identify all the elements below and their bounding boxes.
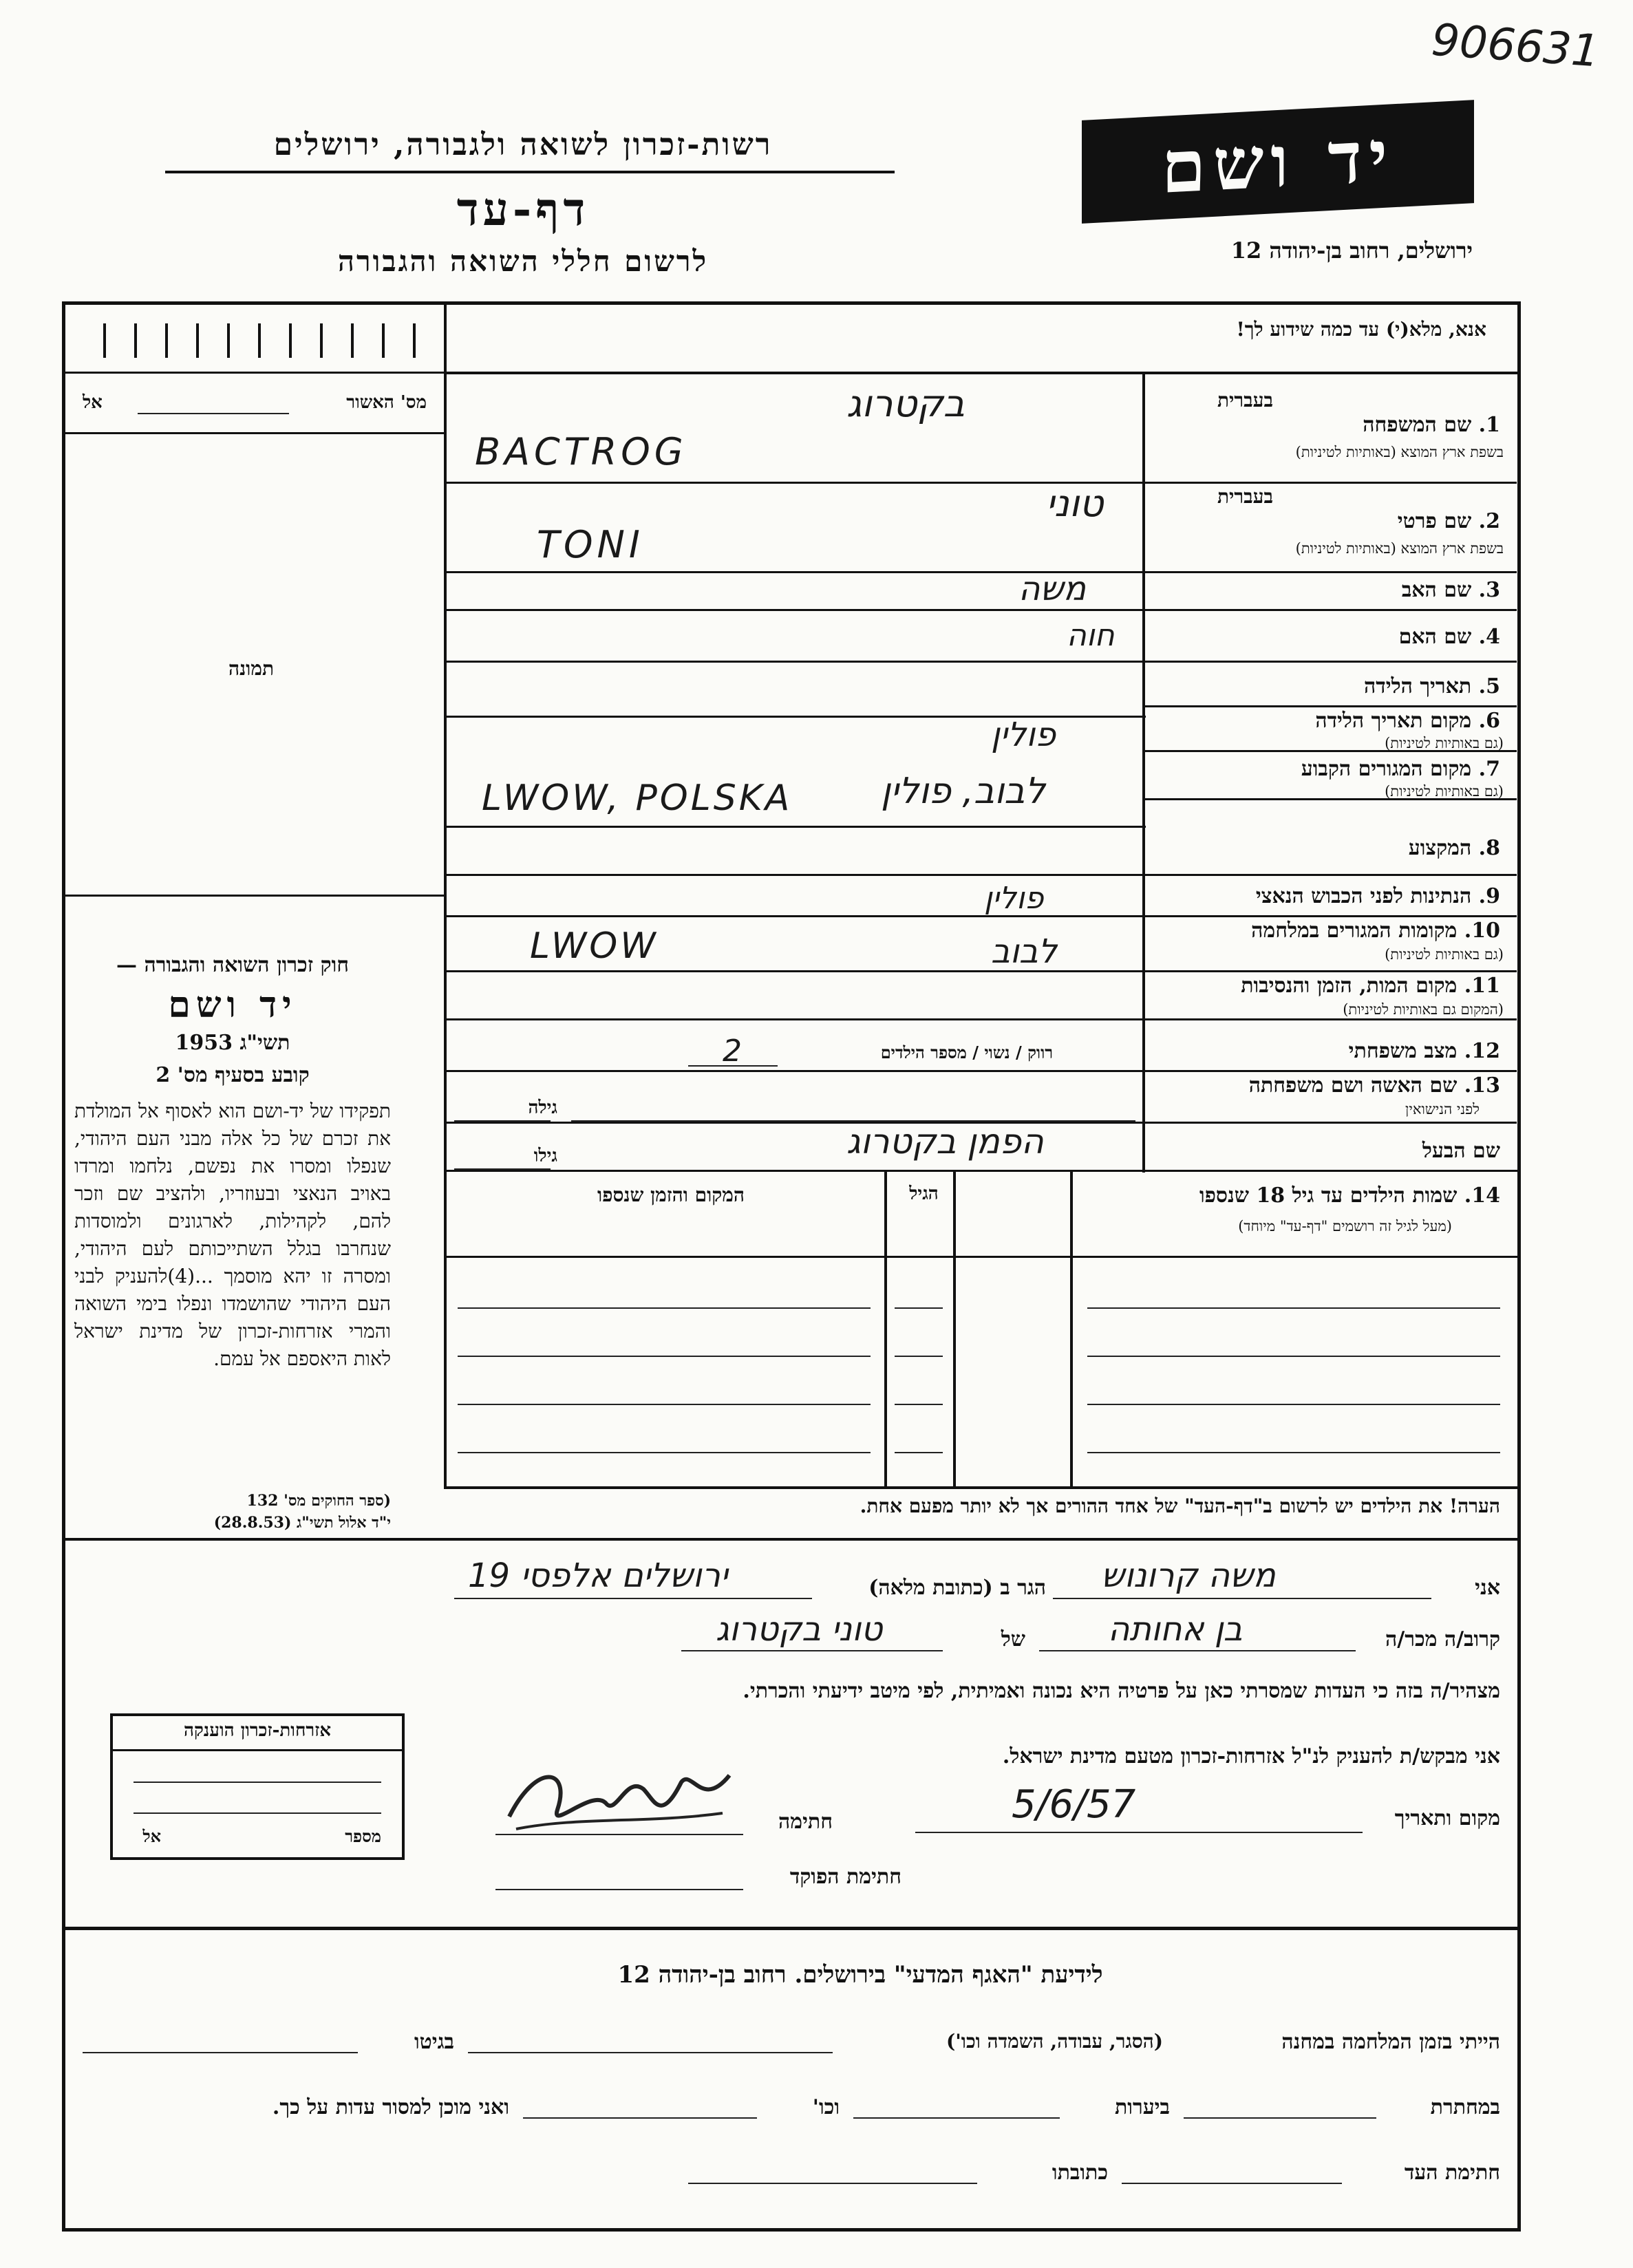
bottom-title: לידיעת "האגף המדעי" בירושלים. רחוב בן-יהודה 12	[617, 1961, 1103, 1989]
decl-of-label: של	[1001, 1627, 1025, 1651]
field-1-label: 1. שם המשפחה	[1363, 413, 1500, 437]
cert-box-title: אזרחות-זכרון הוענקה	[183, 1720, 332, 1741]
signature-mark[interactable]	[495, 1748, 743, 1844]
child-row-2-name[interactable]	[1087, 1356, 1500, 1357]
child-row-2-age[interactable]	[895, 1356, 943, 1357]
bottom-line1-a: הייתי בזמן המלחמה במחנה	[1281, 2030, 1500, 2054]
child-row-2-place[interactable]	[458, 1356, 871, 1357]
field-6-value[interactable]: פולין	[991, 716, 1056, 754]
decl-request: אני מבקש/ת להעניק לנ"ל אזרחות-זכרון מטעם מדינת ישראל.	[1002, 1744, 1500, 1768]
authority-underline	[165, 171, 895, 173]
field-2-tag: בעברית	[1217, 485, 1273, 508]
decl-address-value[interactable]: ירושלים אלפסי 19	[468, 1556, 728, 1595]
form-title: דף-עד	[456, 182, 590, 236]
approval-prefix: אל	[83, 392, 103, 413]
field-13-age-label: גילה	[528, 1098, 557, 1118]
field-7-value-lat[interactable]: LWOW, POLSKA	[482, 778, 793, 819]
note-top: אנא, מלא(י) עד כמה שידוע לך!	[1236, 318, 1486, 341]
child-row-3-place[interactable]	[458, 1404, 871, 1405]
field-2-sub: בשפת ארץ המוצא (באותיות לטיניות)	[1295, 540, 1504, 557]
bottom-line3-a: חתימת העד	[1404, 2161, 1500, 2185]
law-year-row	[74, 1031, 391, 1055]
field-10-sub: (גם באותיות לטיניות)	[1385, 946, 1504, 963]
decl-relation-value[interactable]: בן אחותה	[1108, 1610, 1243, 1649]
cert-box-number-label: מספר	[345, 1826, 381, 1846]
field-1-sub: בשפת ארץ המוצא (באותיות לטיניות)	[1295, 444, 1504, 460]
husband-age-label: גילו	[533, 1146, 557, 1166]
decl-officer-label: חתימת הפוקד	[789, 1865, 901, 1889]
field-2-label: 2. שם פרטי	[1397, 509, 1500, 533]
form-subtitle: לרשום חללי השואה והגבורה	[337, 244, 709, 278]
field-1-tag: בעברית	[1217, 389, 1273, 411]
field-6-label: 6. מקום תאריך הלידה	[1315, 709, 1500, 733]
field-3-label: 3. שם האב	[1401, 578, 1500, 602]
field-12-options: רווק / נשוי / מספר הילדים	[880, 1042, 1053, 1062]
authority-title: רשות-זכרון לשואה ולגבורה, ירושלים	[273, 127, 773, 162]
law-text: תפקידו של יד-ושם הוא לאסוף אל המולדת את זכרם של כל אלה מבני העם היהודי, שנפלו ומסרו את נפשם, נלחמו ומרדו באויב הנאצי ובעוזריו, ולהציב שם וזכר להם, לקהילות, לארגונים ולמוסדות שנחרבו בגלל השתייכותם לעם היהודי, ומסרה זו יהא מוסמך ...(4)להעניק לבני העם היהודי שהושמדו ונפלו בימי השואה והמרי אזרחות-זכרון של מדינת ישראל לאות היאספם אל עמם.	[74, 1100, 392, 1370]
cert-box-prefix: אל	[142, 1826, 161, 1846]
law-ref: (ספר החוקים מס' 132	[246, 1492, 391, 1510]
decl-relation-label: קרוב/ה מכר/ה	[1385, 1627, 1500, 1651]
field-10-label: 10. מקומות המגורים במלחמה	[1251, 919, 1500, 943]
children-age-header: הגיל	[909, 1184, 939, 1204]
children-place-header: המקום והזמן שנספו	[597, 1184, 745, 1206]
law-clause: קובע בסעיף מס' 2	[156, 1063, 310, 1087]
children-header-sub: (מעל לגיל זה רושמים "דף-עד" מיוחד)	[1238, 1218, 1452, 1234]
field-5-label: 5. תאריך הלידה	[1364, 674, 1500, 698]
bottom-line2-c: וכו'	[812, 2095, 840, 2119]
field-13-sub: לפני הנישואין	[1405, 1101, 1480, 1117]
child-row-3-name[interactable]	[1087, 1404, 1500, 1405]
field-12-value[interactable]: 2	[723, 1034, 742, 1069]
decl-signature-label: חתימה	[778, 1810, 833, 1834]
field-12-label: 12. מצב משפחתי	[1348, 1039, 1500, 1063]
field-11-label: 11. מקום המות, הזמן והנסיבות	[1241, 974, 1500, 998]
field-9-value[interactable]: פולין	[984, 881, 1044, 916]
logo-text: יד ושם	[1161, 113, 1395, 210]
decl-resides-label: הגר ב (כתובת מלאה)	[868, 1576, 1046, 1600]
field-13-label: 13. שם האשה ושם משפחתה	[1248, 1073, 1500, 1098]
field-2-value-he[interactable]: טוני	[1046, 482, 1104, 525]
archive-number: 906631	[1429, 14, 1601, 78]
field-13-age-line[interactable]	[454, 1120, 551, 1122]
yad-vashem-logo	[1082, 100, 1474, 224]
field-7-value-he[interactable]: לבוב, פולין	[881, 771, 1045, 812]
field-10-value-lat[interactable]: LWOW	[530, 926, 659, 967]
child-row-4-age[interactable]	[895, 1452, 943, 1453]
field-11-sub: (המקום גם באותיות לטיניות)	[1343, 1001, 1504, 1018]
child-row-4-place[interactable]	[458, 1452, 871, 1453]
bottom-line1-c: בגיטו	[414, 2030, 454, 2054]
field-3-value[interactable]: משה	[1018, 570, 1086, 608]
child-row-4-name[interactable]	[1087, 1452, 1500, 1453]
certificate-box	[110, 1713, 405, 1860]
children-header: 14. שמות הילדים עד גיל 18 שנספו	[1199, 1184, 1500, 1208]
law-year-he: תשי"ג	[239, 1031, 290, 1055]
law-name: יד ושם	[168, 984, 297, 1026]
decl-of-value[interactable]: טוני בקטרוג	[716, 1610, 883, 1649]
bottom-line2-b: ביערות	[1114, 2095, 1170, 2119]
decl-statement: מצהיר/ה בזה כי העדות שמסרתי כאן על פרטיה היא נכונה ואמיתית, לפי מיטב ידיעתי והכרתי.	[743, 1679, 1500, 1703]
law-ref-date: י"ד אלול תשי"ג (28.8.53)	[213, 1514, 391, 1532]
bottom-line1-b: (הסגר, עבודה, השמדה וכו')	[946, 2030, 1163, 2053]
approval-field[interactable]	[138, 413, 289, 414]
bottom-line2-d: ואני מוכן למסור עדות על כך.	[272, 2095, 509, 2119]
label-column-divider	[1142, 374, 1145, 1173]
field-7-sub: (גם באותיות לטיניות)	[1385, 783, 1504, 800]
child-row-3-age[interactable]	[895, 1404, 943, 1405]
child-row-1-name[interactable]	[1087, 1307, 1500, 1309]
field-8-label: 8. המקצוע	[1408, 836, 1500, 860]
child-row-1-age[interactable]	[895, 1307, 943, 1309]
field-9-label: 9. הנתינות לפני הכבוש הנאצי	[1255, 884, 1500, 908]
header-address: ירושלים, רחוב בן-יהודה 12	[1230, 237, 1473, 264]
field-1-value-he[interactable]: בקטרוג	[846, 382, 965, 425]
decl-place-date-label: מקום ותאריך	[1394, 1806, 1500, 1830]
husband-value[interactable]: הפמן בקטרוג	[846, 1122, 1044, 1162]
bottom-line2-a: במחתרת	[1430, 2095, 1500, 2119]
husband-age-line[interactable]	[454, 1168, 551, 1170]
field-6-sub: (גם באותיות לטיניות)	[1385, 735, 1504, 751]
decl-i-label: אני	[1475, 1576, 1500, 1600]
bottom-line3-b: כתובתו	[1052, 2161, 1108, 2185]
field-1-value-lat[interactable]: BACTROG	[475, 430, 687, 473]
law-year: 1953	[175, 1031, 233, 1055]
photo-label: תמונה	[228, 657, 275, 680]
field-7-label: 7. מקום המגורים הקבוע	[1301, 757, 1500, 781]
child-row-1-place[interactable]	[458, 1307, 871, 1309]
decl-name-value[interactable]: משה קרונוש	[1101, 1556, 1276, 1595]
decl-place-date-value[interactable]: 5/6/57	[1012, 1782, 1136, 1827]
field-2-value-lat[interactable]: TONI	[537, 523, 644, 566]
field-4-label: 4. שם האם	[1398, 625, 1500, 649]
field-10-value-he[interactable]: לבוב	[991, 932, 1057, 971]
field-4-value[interactable]: חוה	[1067, 618, 1115, 653]
approval-label: מס' האשור	[346, 392, 427, 413]
husband-label: שם הבעל	[1422, 1139, 1500, 1163]
law-title: חוק זכרון השואה והגבורה —	[116, 953, 349, 977]
children-note: הערה! את הילדים יש לרשום ב"דף-העד" של אחד ההורים אך לא יותר מפעם אחת.	[860, 1495, 1500, 1517]
